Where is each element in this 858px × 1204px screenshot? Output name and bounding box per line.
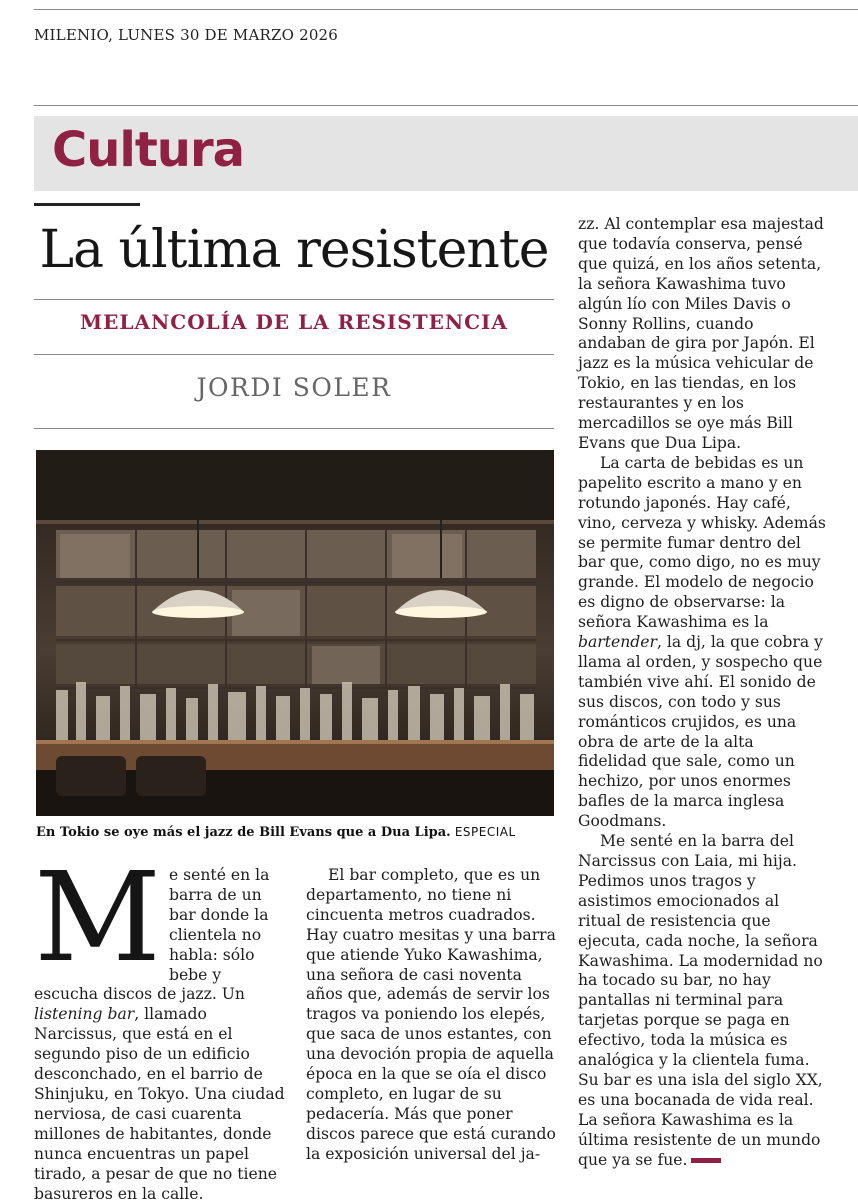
byline: JORDI SOLER [196, 373, 392, 402]
kicker: MELANCOLÍA DE LA RESISTENCIA [80, 310, 508, 334]
paragraph-2-continued: zz. Al contemplar esa majestad que todavía conserva, pensé que quizá, en los años setenta, la señora Kawashima tuvo algún lío con Miles Davis o Sonny Rollins, cuando andaban de gira por Japón. El jazz es la música vehicular de Tokio, en las tiendas, en los restaurantes y en los mercadillos se oye más Bill Evans que Dua Lipa. [578, 215, 824, 452]
bar-interior-illustration [36, 450, 554, 816]
caption-text: En Tokio se oye más el jazz de Bill Evans que a Dua Lipa. [36, 825, 451, 840]
paragraph-4-text: Me senté en la barra del Narcissus con Laia, mi hija. Pedimos unos tragos y asistimos emocionados al ritual de resistencia que ejecuta, cada noche, la señora Kawashima. La modernidad no ha tocado su bar, no hay pantallas ni terminal para tarjetas porque se paga en efectivo, toda la música es analógica y la clientela fuma. Su bar es una isla del siglo XX, es una bocanada de vida real. La señora Kawashima es la última resistente de un mundo que ya se fue. [578, 832, 823, 1169]
paragraph-1-em: listening bar [34, 1005, 135, 1024]
paragraph-2: El bar completo, que es un departamento, no tiene ni cincuenta metros cuadrados. Hay cuatro mesitas y una barra que atiende Yuko Kawashima, una señora de casi noventa años que, además de servir los tragos va poniendo los elepés, que saca de unos estantes, con una devoción propia de aquella época en la que se oía el disco completo, en lugar de su pedacería. Más que poner discos parece que está curando la exposición universal del ja- [306, 866, 556, 1163]
headline: La última resistente [39, 220, 549, 280]
paragraph-1-a: e senté en la barra de un bar donde la clientela no habla: sólo bebe y escucha discos de jazz. Un [34, 866, 270, 1004]
body-column-3 [578, 215, 826, 1171]
headline-rule [34, 299, 554, 300]
photo-caption [36, 824, 566, 841]
paragraph-4 [578, 832, 826, 1170]
paragraph-3-a: La carta de bebidas es un papelito escrito a mano y en rotundo japonés. Hay café, vino, cerveza y whisky. Además se permite fumar dentro del bar que, como digo, no es muy grande. El modelo de negocio es digno de observarse: la señora Kawashima es la [578, 453, 826, 632]
end-mark [691, 1158, 721, 1163]
section-title: Cultura [52, 122, 245, 178]
kicker-rule [34, 354, 554, 355]
paragraph-3-em: bartender [578, 633, 657, 652]
byline-rule [34, 428, 554, 429]
paragraph-1-b: , llamado Narcissus, que está en el segundo piso de un edificio desconchado, en el barrio de Shinjuku, en Tokyo. Una ciudad nerviosa, de casi cuarenta millones de habitantes, donde nunca encuentras un papel tirado, a pesar de que no tiene basureros en la calle. [34, 1005, 285, 1203]
body-column-2 [306, 866, 556, 1165]
headline-top-rule [34, 203, 140, 206]
paragraph-3-b: , la dj, la que cobra y llama al orden, y sospecho que también vive ahí. El sonido de sus discos, con todo y sus románticos crujidos, es una obra de arte de la alta fidelidad que sale, como un hechizo, por unos enormes bafles de la marca inglesa Goodmans. [578, 633, 823, 831]
photo-credit: ESPECIAL [454, 825, 516, 839]
dateline: MILENIO, LUNES 30 DE MARZO 2026 [34, 26, 339, 44]
article-photo [36, 450, 554, 816]
section-bar [34, 116, 858, 191]
paragraph-3 [578, 454, 826, 832]
top-rule [34, 9, 858, 10]
drop-cap: M [34, 846, 161, 990]
body-column-1 [34, 846, 290, 1204]
dateline-rule [34, 105, 858, 106]
